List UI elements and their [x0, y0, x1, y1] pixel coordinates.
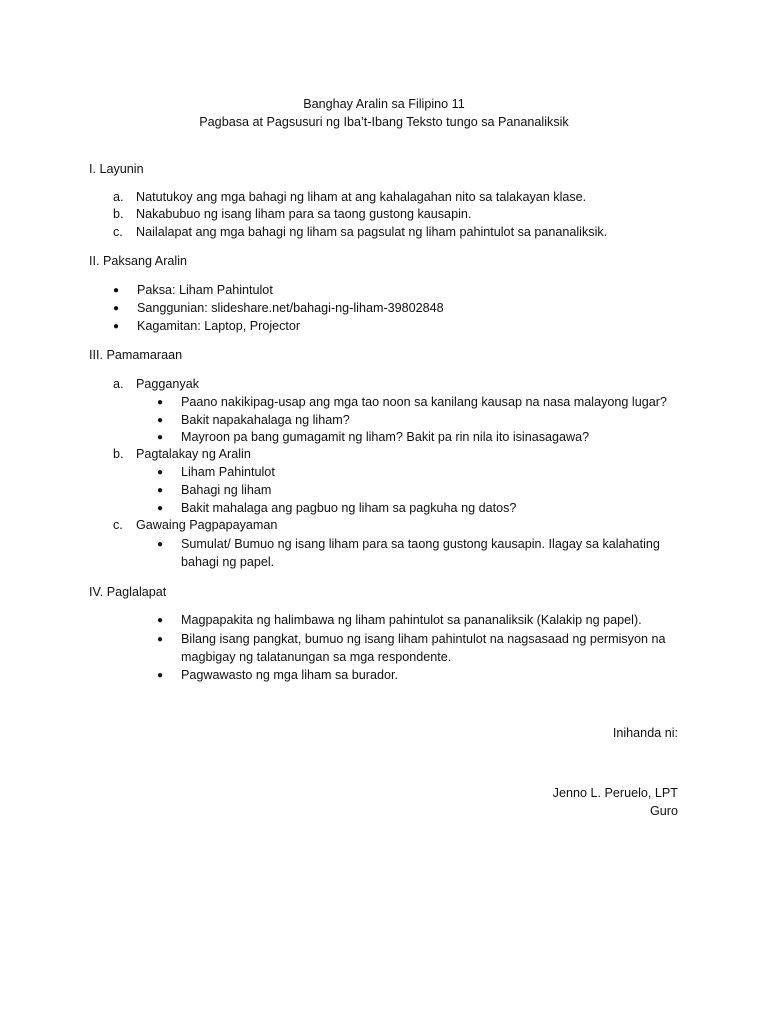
author-role: Guro	[650, 804, 678, 818]
list-item-text: Pagtalakay ng Aralin	[136, 447, 251, 461]
list-item	[157, 668, 398, 682]
list-item-text: Pagwawasto ng mga liham sa burador.	[181, 668, 399, 682]
list-item	[157, 613, 642, 627]
bullet-icon: ●	[157, 670, 164, 681]
list-item-text: Pagganyak	[136, 377, 200, 391]
bullet-icon: ●	[113, 285, 120, 296]
list-item-text: Mayroon pa bang gumagamit ng liham? Bakit pa rin nila ito isinasagawa?	[181, 430, 590, 444]
list-item-text: Bakit napakahalaga ng liham?	[181, 413, 350, 427]
bullet-icon: ●	[157, 634, 164, 645]
list-item-text: Bakit mahalaga ang pagbuo ng liham sa pagkuha ng datos?	[181, 501, 517, 515]
list-item	[113, 207, 471, 221]
bullet-icon: ●	[157, 615, 164, 626]
document-title: Banghay Aralin sa Filipino 11	[303, 97, 465, 111]
bullet-icon: ●	[157, 503, 164, 514]
section-heading-paglalapat: IV. Paglalapat	[89, 585, 167, 599]
list-item-text: Paksa: Liham Pahintulot	[137, 283, 273, 297]
list-item	[157, 413, 350, 427]
list-item-text: Sanggunian: slideshare.net/bahagi-ng-liham-39802848	[137, 301, 444, 315]
bullet-icon: ●	[113, 321, 120, 332]
bullet-icon: ●	[113, 303, 120, 314]
list-item	[157, 430, 589, 444]
list-item	[113, 301, 444, 315]
list-item-text: Bilang isang pangkat, bumuo ng isang liham pahintulot na nagsasaad ng permisyon na	[181, 632, 666, 646]
list-item	[157, 483, 271, 497]
list-item	[113, 447, 251, 461]
bullet-icon: ●	[157, 467, 164, 478]
list-item	[157, 537, 660, 551]
section-heading-paksang-aralin: II. Paksang Aralin	[89, 254, 188, 268]
bullet-icon: ●	[157, 539, 164, 550]
list-item	[157, 465, 275, 479]
list-item	[157, 632, 666, 646]
list-item	[157, 501, 516, 515]
list-item-text: Gawaing Pagpapayaman	[136, 518, 278, 532]
bullet-icon: ●	[157, 415, 164, 426]
list-item-text: Paano nakikipag-usap ang mga tao noon sa kanilang kausap na nasa malayong lugar?	[181, 395, 667, 409]
list-item	[113, 319, 300, 333]
list-item-text: Natutukoy ang mga bahagi ng liham at ang kahalagahan nito sa talakayan klase.	[136, 190, 587, 204]
list-item	[113, 377, 199, 391]
list-item	[157, 395, 667, 409]
list-item	[113, 190, 586, 204]
section-heading-pamamaraan: III. Pamamaraan	[89, 348, 183, 362]
prepared-by-label: Inihanda ni:	[612, 726, 678, 740]
list-marker: c.	[113, 225, 123, 239]
list-marker: a.	[113, 190, 124, 204]
bullet-icon: ●	[157, 432, 164, 443]
bullet-icon: ●	[157, 397, 164, 408]
list-item-text: Bahagi ng liham	[181, 483, 272, 497]
list-marker: a.	[113, 377, 124, 391]
list-item-text: Magpapakita ng halimbawa ng liham pahintulot sa pananaliksik (Kalakip ng papel).	[181, 613, 642, 627]
section-heading-layunin: I. Layunin	[89, 162, 144, 176]
list-marker: c.	[113, 518, 123, 532]
list-marker: b.	[113, 207, 124, 221]
list-item-text: Nakabubuo ng isang liham para sa taong gustong kausapin.	[136, 207, 472, 221]
list-marker: b.	[113, 447, 124, 461]
list-item	[113, 225, 607, 239]
list-item	[113, 283, 273, 297]
list-item-text: Liham Pahintulot	[181, 465, 275, 479]
author-name: Jenno L. Peruelo, LPT	[552, 786, 678, 800]
list-item-continuation: bahagi ng papel.	[181, 555, 275, 569]
list-item-continuation: magbigay ng talatanungan sa mga respondente.	[181, 650, 452, 664]
list-item-text: Nailalapat ang mga bahagi ng liham sa pagsulat ng liham pahintulot sa pananaliksik.	[136, 225, 608, 239]
bullet-icon: ●	[157, 485, 164, 496]
list-item-text: Kagamitan: Laptop, Projector	[137, 319, 301, 333]
document-header	[0, 95, 768, 131]
list-item-text: Sumulat/ Bumuo ng isang liham para sa taong gustong kausapin. Ilagay sa kalahating	[181, 537, 660, 551]
document-subtitle: Pagbasa at Pagsusuri ng Iba’t-Ibang Teksto tungo sa Pananaliksik	[199, 115, 569, 129]
list-item	[113, 518, 277, 532]
